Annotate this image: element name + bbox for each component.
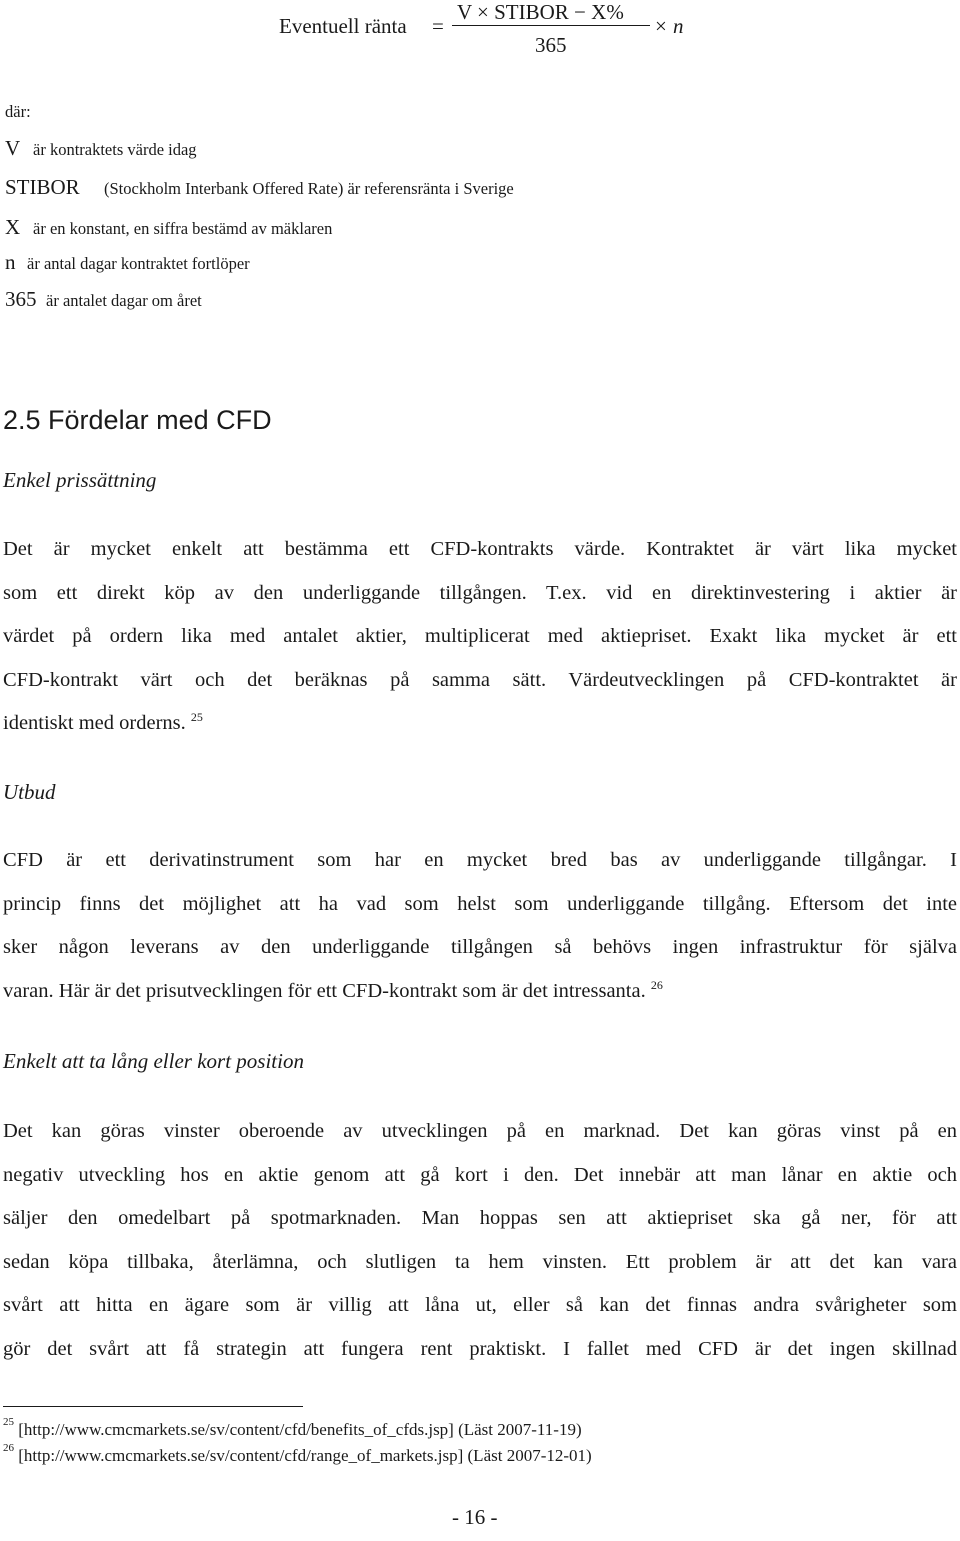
- paragraph-line: svårt att hitta en ägare som är villig att låna ut, eller så kan det finnas andra svårigheter som: [3, 1294, 957, 1316]
- paragraph-line-text: identiskt med orderns.: [3, 712, 186, 734]
- definition-text: är kontraktets värde idag: [33, 140, 197, 159]
- page-number: - 16 -: [452, 1505, 498, 1529]
- paragraph-lang-kort-position: [3, 1110, 957, 1371]
- footnote-ref[interactable]: 26: [650, 977, 663, 992]
- definition-symbol: n: [5, 250, 16, 274]
- formula-n: n: [673, 14, 684, 38]
- paragraph-line: CFD-kontrakt värt och det beräknas på samma sätt. Värdeutvecklingen på CFD-kontraktet är: [3, 668, 957, 691]
- fraction-bar: [452, 25, 650, 26]
- subheading-lang-kort-position: Enkelt att ta lång eller kort position: [3, 1049, 304, 1073]
- paragraph-line: värdet på ordern lika med antalet aktier, multiplicerat med aktiepriset. Exakt lika mycket är ett: [3, 625, 957, 647]
- paragraph-line-last: [3, 702, 957, 746]
- formula-equals: =: [432, 14, 444, 38]
- footnote-number: 25: [3, 1416, 14, 1428]
- footnote-text[interactable]: [http://www.cmcmarkets.se/sv/content/cfd/benefits_of_cfds.jsp] (Läst 2007-11-19): [18, 1420, 582, 1439]
- footnote: [3, 1416, 582, 1440]
- paragraph-line: som ett direkt köp av den underliggande tillgången. T.ex. vid en direktinvestering i aktier är: [3, 581, 957, 604]
- paragraph-line: negativ utveckling hos en aktie genom att gå kort i den. Det innebär att man lånar en aktie och: [3, 1163, 957, 1186]
- footnote-number: 26: [3, 1442, 14, 1454]
- definition-text: (Stockholm Interbank Offered Rate) är referensränta i Sverige: [104, 179, 514, 198]
- definition-symbol: V: [5, 136, 21, 160]
- paragraph-line-last: [3, 970, 957, 1014]
- footnote-ref[interactable]: 25: [190, 710, 203, 724]
- definition-text: är antalet dagar om året: [46, 291, 202, 310]
- footnote-divider: [3, 1406, 303, 1407]
- paragraph-line: säljer den omedelbart på spotmarknaden. Man hoppas sen att aktiepriset ska gå ner, för att: [3, 1207, 957, 1229]
- paragraph-line: princip finns det möjlighet att ha vad som helst som underliggande tillgång. Eftersom det inte: [3, 892, 957, 915]
- subheading-utbud: Utbud: [3, 780, 56, 804]
- paragraph-line: sker någon leverans av den underliggande tillgången så behövs ingen infrastruktur för själva: [3, 936, 957, 958]
- subheading-enkel-prissattning: Enkel prissättning: [3, 468, 157, 492]
- paragraph-enkel-prissattning: [3, 528, 957, 746]
- definition-symbol: STIBOR: [5, 175, 80, 199]
- paragraph-line: sedan köpa tillbaka, återlämna, och slutligen ta hem vinsten. Ett problem är att det kan vara: [3, 1250, 957, 1273]
- definition-text: är en konstant, en siffra bestämd av mäklaren: [33, 219, 333, 238]
- formula-times: ×: [655, 14, 667, 38]
- formula-numerator: V × STIBOR − X%: [457, 0, 624, 24]
- section-heading: 2.5 Fördelar med CFD: [3, 405, 272, 435]
- paragraph-line: CFD är ett derivatinstrument som har en mycket bred bas av underliggande tillgångar. I: [3, 849, 957, 871]
- formula: [0, 0, 960, 70]
- formula-denominator: 365: [535, 33, 567, 57]
- definitions-intro: där:: [5, 102, 31, 121]
- definition-text: är antal dagar kontraktet fortlöper: [27, 254, 250, 273]
- paragraph-line: Det kan göras vinster oberoende av utvecklingen på en marknad. Det kan göras vinst på en: [3, 1120, 957, 1142]
- paragraph-line: gör det svårt att få strategin att fungera rent praktiskt. I fallet med CFD är det ingen skillnad: [3, 1337, 957, 1360]
- definition-symbol: 365: [5, 287, 37, 311]
- paragraph-utbud: [3, 839, 957, 1013]
- formula-lhs: Eventuell ränta: [279, 14, 407, 38]
- paragraph-line-text: varan. Här är det prisutvecklingen för ett CFD-kontrakt som är det intressanta.: [3, 979, 646, 1002]
- paragraph-line: Det är mycket enkelt att bestämma ett CFD-kontrakts värde. Kontraktet är värt lika mycket: [3, 538, 957, 560]
- footnote-text[interactable]: [http://www.cmcmarkets.se/sv/content/cfd/range_of_markets.jsp] (Läst 2007-12-01): [18, 1446, 592, 1465]
- definition-symbol: X: [5, 215, 21, 239]
- footnote: [3, 1442, 592, 1466]
